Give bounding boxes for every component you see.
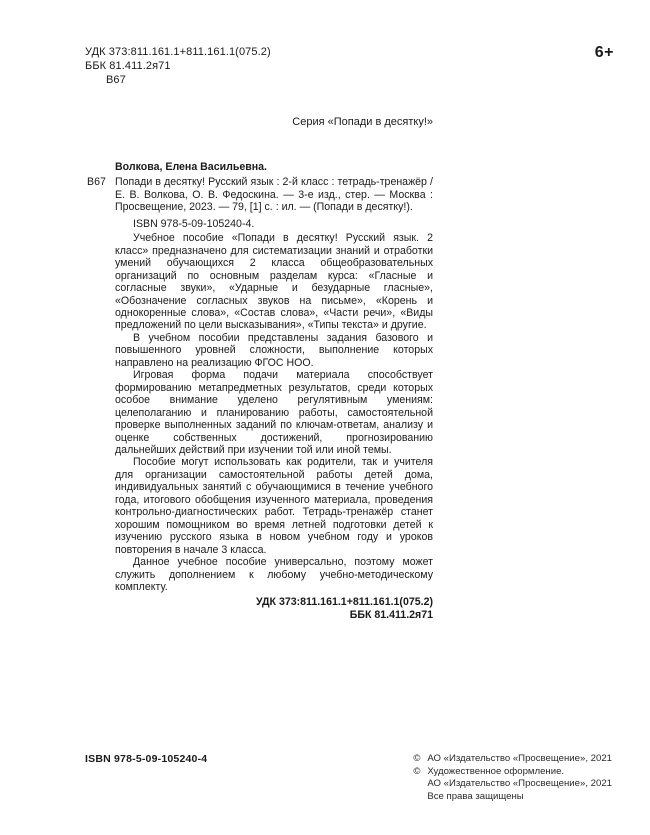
copyright-block xyxy=(413,753,612,803)
series-line: Серия «Попади в десятку!» xyxy=(292,116,433,128)
margin-book-code: В67 xyxy=(87,176,106,189)
book-code: В67 xyxy=(106,74,126,86)
copyright-symbol: © xyxy=(413,765,421,777)
bbk-code: ББК 81.411.2я71 xyxy=(85,60,171,72)
imprint-footer xyxy=(85,753,612,803)
copyright-line: АО «Издательство «Просвещение», 2021 xyxy=(413,778,612,791)
udk-code: УДК 373:811.161.1+811.161.1(075.2) xyxy=(85,46,271,58)
annotation-paragraph: Учебное пособие «Попади в десятку! Русский язык. 2 класс» предназначено для систематизации знаний и отработки умений обучающихся 2 класса общеобразовательных организаций по основным разделам курса: «Гласные и согласные звуки», «Ударные и безударные гласные», «Обозначение согласных звуков на письме», «Корень и однокоренные слова», «Состав слова», «Части речи», «Виды предложений по цели высказывания», «Типы текста» и другие. xyxy=(115,232,433,332)
copyright-symbol xyxy=(413,778,427,791)
udk-code-bottom: УДК 373:811.161.1+811.161.1(075.2) xyxy=(255,596,433,609)
age-rating-badge: 6+ xyxy=(594,44,614,61)
bibliographic-entry: Попади в десятку! Русский язык : 2-й класс : тетрадь-тренажёр / Е. В. Волкова, О. В. Федоскина. — 3-е изд., стер. — Москва : Просвещение, 2023. — 79, [1] с. : ил. — (Попади в десятку!). xyxy=(115,176,433,214)
bibliographic-entry-row xyxy=(87,176,433,214)
annotation-paragraph: Игровая форма подачи материала способствует формированию метапредметных результатов, среди которых особое внимание уделено регулятивным умениям: целеполаганию и планированию работы, самостоятельной проверке выполненных заданий по ключам-ответам, анализу и оценке собственных достижений, прогнозированию дальнейших действий при изучении той или иной темы. xyxy=(115,369,433,456)
copyright-line: © АО «Издательство «Просвещение», 2021 xyxy=(413,753,612,764)
copyright-line: Все права защищены xyxy=(413,791,612,804)
copyright-symbol: © xyxy=(413,753,421,764)
annotation-paragraph: Данное учебное пособие универсально, поэтому может служить дополнением к любому учебно-методическому комплекту. xyxy=(115,556,433,593)
footer-isbn: ISBN 978-5-09-105240-4 xyxy=(85,753,208,765)
annotation-paragraph: Пособие могут использовать как родители, так и учителя для организации самостоятельной работы детей дома, индивидуальных занятий с обучающимися в течение учебного года, итогового обобщения изученного материала, проведения контрольно-диагностических работ. Тетрадь-тренажёр станет хорошим помощником во время летней подготовки детей к изучению русского языка в новом учебном году и уроков повторения в начале 3 класса. xyxy=(115,456,433,556)
author-name: Волкова, Елена Васильевна. xyxy=(115,161,267,173)
main-text-column xyxy=(87,161,433,622)
copyright-line: © Художественное оформление. xyxy=(413,765,565,777)
bbk-code-bottom: ББК 81.411.2я71 xyxy=(349,609,433,622)
top-bibliographic-codes xyxy=(85,45,271,87)
copyright-symbol xyxy=(413,791,427,804)
annotation-paragraph: В учебном пособии представлены задания базового и повышенного уровней сложности, выполнение которых направлено на реализацию ФГОС НОО. xyxy=(115,331,433,369)
isbn-line: ISBN 978-5-09-105240-4. xyxy=(133,217,255,230)
bottom-bibliographic-codes xyxy=(115,596,433,622)
